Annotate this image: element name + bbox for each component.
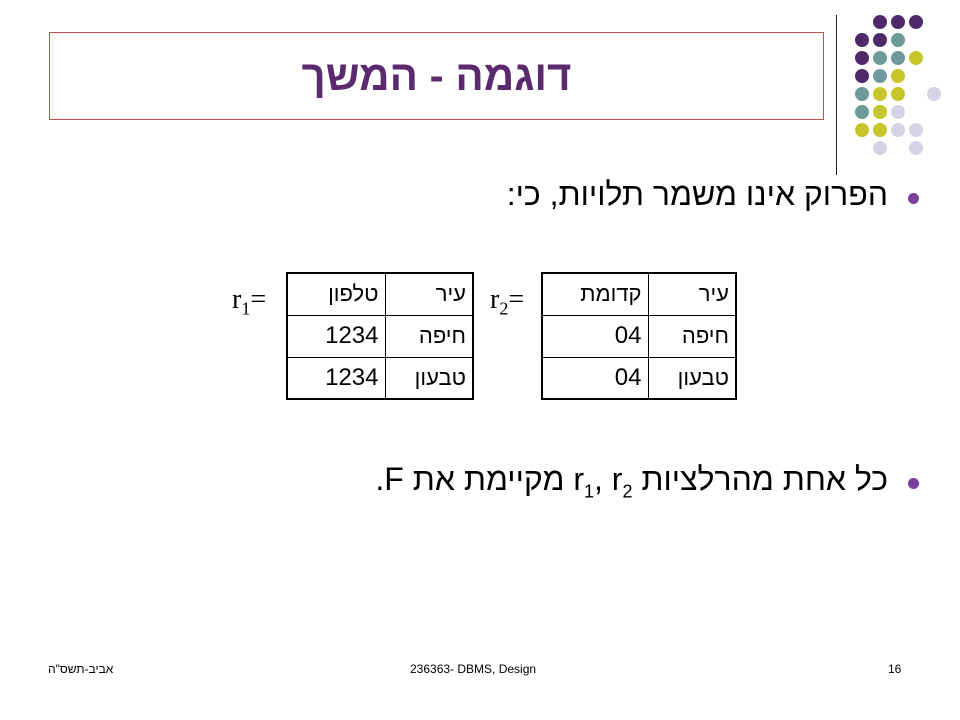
decorative-dot [873,141,887,155]
decorative-dot [855,69,869,83]
r2-label-base: r [490,284,500,315]
decorative-dot [891,123,905,137]
decorative-dot [873,69,887,83]
bullet2-prefix: כל אחת מהרלציות [641,461,888,497]
decorative-dot [855,51,869,65]
table-cell: 04 [542,315,648,357]
table-r2-header-prefix: קדומת [542,273,648,315]
decorative-dot [873,33,887,47]
decorative-dot [909,15,923,29]
footer-course: 236363- DBMS, Design [410,662,537,676]
bullet2-sep: , [594,461,612,497]
table-r2-header-city: עיר [648,273,736,315]
bullet2-relations [573,461,633,502]
decorative-dot [927,87,941,101]
r1-label-sub: 1 [241,298,251,319]
table-cell: 04 [542,357,648,399]
bullet2-suffix: מקיימת את F. [375,461,565,497]
bullet-text-2 [375,461,888,502]
decorative-dot-grid [0,0,960,200]
decorative-dot [891,15,905,29]
decorative-dot [873,51,887,65]
footer-semester: אביב-תשס"ה [48,662,114,676]
decorative-dot [891,33,905,47]
decorative-dot [855,105,869,119]
r2-label-sub: 2 [499,298,509,319]
r1-label [232,284,266,320]
bullet-text-1: הפרוק אינו משמר תלויות, כי: [506,176,888,212]
table-cell: טבעון [385,357,473,399]
table-cell: 1234 [287,357,385,399]
table-r2-header-row [542,273,736,315]
bullet2-sub1: 1 [584,481,595,502]
bullet-dot-2 [908,478,919,489]
decorative-dot [855,123,869,137]
table-row [542,357,736,399]
table-cell: טבעון [648,357,736,399]
table-r1 [286,272,474,400]
decorative-dot [873,105,887,119]
decorative-dot [873,123,887,137]
table-r1-header-row [287,273,473,315]
decorative-dot [909,51,923,65]
r2-label [490,284,524,320]
decorative-dot [891,69,905,83]
decorative-dot [855,87,869,101]
slide-title: דוגמה - המשך [301,52,572,99]
table-r1-header-phone: טלפון [287,273,385,315]
decorative-dot [873,87,887,101]
decorative-dot [855,33,869,47]
table-r1-header-city: עיר [385,273,473,315]
table-cell: חיפה [385,315,473,357]
table-cell: חיפה [648,315,736,357]
bullet2-sub2: 2 [622,481,633,502]
decorative-dot [891,105,905,119]
footer-page-number: 16 [888,662,902,676]
decorative-dot [891,51,905,65]
decorative-dot [909,141,923,155]
r1-label-eq: = [250,284,267,315]
table-row [287,357,473,399]
table-cell: 1234 [287,315,385,357]
table-r2 [541,272,737,400]
bullet2-r1: r [573,461,584,497]
r1-label-base: r [232,284,242,315]
table-row [287,315,473,357]
decorative-dot [891,87,905,101]
bullet2-r2: r [611,461,623,497]
decorative-dot [873,15,887,29]
r2-label-eq: = [508,284,525,315]
table-row [542,315,736,357]
bullet-dot-1 [908,193,919,204]
decorative-dot [909,123,923,137]
